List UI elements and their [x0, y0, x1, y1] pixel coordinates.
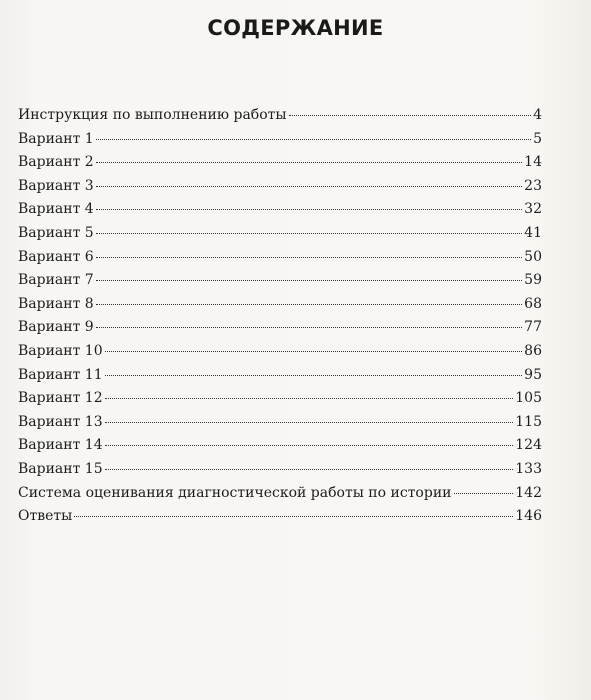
- toc-dot-leader: [96, 219, 522, 234]
- toc-entry-label: Вариант 9: [18, 319, 94, 336]
- toc-entry-label: Вариант 15: [18, 460, 103, 477]
- toc-dot-leader: [289, 101, 532, 116]
- toc-entry-page-number: 23: [524, 177, 542, 194]
- toc-dot-leader: [105, 337, 523, 352]
- table-of-contents: [18, 104, 542, 529]
- toc-entry-page-number: 4: [533, 107, 542, 123]
- toc-entry-page-number: 41: [524, 224, 542, 241]
- toc-dot-leader: [96, 125, 531, 140]
- toc-dot-leader: [105, 455, 514, 470]
- toc-dot-leader: [105, 408, 514, 423]
- toc-dot-leader: [96, 313, 522, 328]
- toc-entry-page-number: 5: [533, 130, 542, 147]
- toc-dot-leader: [96, 266, 522, 281]
- toc-entry-label: Вариант 4: [18, 201, 94, 218]
- toc-entry-page-number: 50: [524, 248, 542, 265]
- toc-dot-leader: [96, 243, 522, 258]
- toc-entry-label: Вариант 2: [18, 154, 94, 171]
- toc-entry-label: Инструкция по выполнению работы: [18, 107, 287, 123]
- toc-entry-page-number: 124: [515, 437, 542, 454]
- toc-entry-label: Вариант 1: [18, 130, 94, 147]
- toc-entry-page-number: 95: [524, 366, 542, 383]
- toc-dot-leader: [105, 361, 523, 376]
- toc-dot-leader: [454, 479, 514, 494]
- toc-entry-label: Система оценивания диагностической работы по истории: [18, 484, 452, 501]
- toc-entry-page-number: 32: [524, 201, 542, 218]
- toc-entry-label: Ответы: [18, 508, 73, 525]
- toc-dot-leader: [96, 172, 522, 187]
- toc-dot-leader: [105, 431, 514, 446]
- toc-entry-page-number: 105: [515, 390, 542, 407]
- toc-entry-page-number: 77: [524, 319, 542, 336]
- toc-entry-page-number: 115: [515, 413, 542, 430]
- toc-entry-page-number: 86: [524, 342, 542, 359]
- toc-entry-label: Вариант 3: [18, 177, 94, 194]
- page-title: СОДЕРЖАНИЕ: [207, 16, 384, 40]
- toc-entry-label: Вариант 11: [18, 366, 103, 383]
- toc-dot-leader: [96, 148, 522, 163]
- toc-dot-leader: [96, 195, 522, 210]
- toc-entry-label: Вариант 5: [18, 224, 94, 241]
- toc-entry: [18, 505, 542, 529]
- toc-entry-page-number: 59: [524, 272, 542, 289]
- toc-entry-label: Вариант 7: [18, 272, 94, 289]
- toc-entry-page-number: 146: [515, 508, 542, 525]
- toc-entry-label: Вариант 13: [18, 413, 103, 430]
- toc-entry-page-number: 142: [515, 484, 542, 501]
- toc-entry-label: Вариант 10: [18, 342, 103, 359]
- toc-entry-page-number: 68: [524, 295, 542, 312]
- toc-entry-page-number: 14: [524, 154, 542, 171]
- toc-dot-leader: [74, 502, 513, 517]
- toc-dot-leader: [96, 290, 522, 305]
- toc-entry-page-number: 133: [515, 460, 542, 477]
- toc-entry-label: Вариант 12: [18, 390, 103, 407]
- toc-dot-leader: [105, 384, 514, 399]
- toc-entry-label: Вариант 6: [18, 248, 94, 265]
- toc-entry-label: Вариант 8: [18, 295, 94, 312]
- toc-entry-label: Вариант 14: [18, 437, 103, 454]
